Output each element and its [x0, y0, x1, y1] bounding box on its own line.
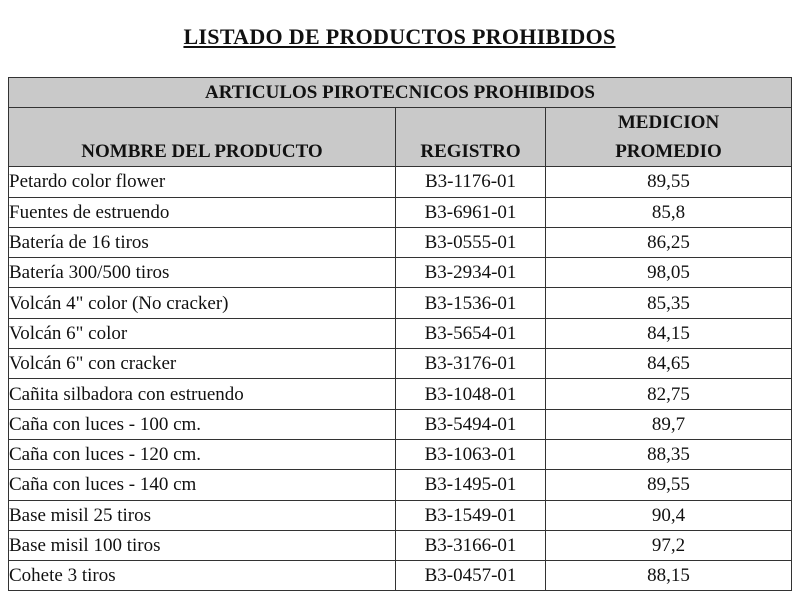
prohibited-products-table — [8, 77, 792, 591]
registro-cell: B3-5654-01 — [396, 318, 546, 348]
column-header-medicion-line2: PROMEDIO — [615, 141, 722, 163]
medicion-cell: 85,35 — [546, 288, 792, 318]
registro-cell: B3-0457-01 — [396, 561, 546, 591]
table-row — [9, 349, 792, 379]
registro-cell: B3-3176-01 — [396, 349, 546, 379]
medicion-cell: 97,2 — [546, 530, 792, 560]
table-row — [9, 197, 792, 227]
document-title: LISTADO DE PRODUCTOS PROHIBIDOS — [183, 24, 616, 49]
table-row — [9, 500, 792, 530]
medicion-cell: 84,15 — [546, 318, 792, 348]
table-row — [9, 439, 792, 469]
registro-cell: B3-1495-01 — [396, 470, 546, 500]
table-header-row — [9, 108, 792, 167]
product-name-cell: Batería 300/500 tiros — [9, 258, 396, 288]
registro-cell: B3-1176-01 — [396, 167, 546, 197]
product-name-cell: Volcán 4" color (No cracker) — [9, 288, 396, 318]
table-row — [9, 258, 792, 288]
registro-cell: B3-1549-01 — [396, 500, 546, 530]
table-row — [9, 227, 792, 257]
product-name-cell: Fuentes de estruendo — [9, 197, 396, 227]
table-row — [9, 288, 792, 318]
table-banner: ARTICULOS PIROTECNICOS PROHIBIDOS — [9, 78, 792, 108]
table-row — [9, 530, 792, 560]
product-name-cell: Batería de 16 tiros — [9, 227, 396, 257]
medicion-cell: 89,55 — [546, 167, 792, 197]
registro-cell: B3-1063-01 — [396, 439, 546, 469]
registro-cell: B3-0555-01 — [396, 227, 546, 257]
product-name-cell: Caña con luces - 140 cm — [9, 470, 396, 500]
table-row — [9, 379, 792, 409]
table-body — [9, 167, 792, 591]
registro-cell: B3-6961-01 — [396, 197, 546, 227]
medicion-cell: 85,8 — [546, 197, 792, 227]
product-name-cell: Volcán 6" con cracker — [9, 349, 396, 379]
medicion-cell: 86,25 — [546, 227, 792, 257]
table-row — [9, 470, 792, 500]
product-name-cell: Caña con luces - 100 cm. — [9, 409, 396, 439]
column-header-name: NOMBRE DEL PRODUCTO — [9, 108, 396, 167]
medicion-cell: 88,35 — [546, 439, 792, 469]
table-row — [9, 318, 792, 348]
medicion-cell: 88,15 — [546, 561, 792, 591]
registro-cell: B3-5494-01 — [396, 409, 546, 439]
product-name-cell: Base misil 25 tiros — [9, 500, 396, 530]
product-name-cell: Volcán 6" color — [9, 318, 396, 348]
product-name-cell: Base misil 100 tiros — [9, 530, 396, 560]
column-header-medicion — [546, 108, 792, 167]
medicion-cell: 98,05 — [546, 258, 792, 288]
table-row — [9, 561, 792, 591]
table-row — [9, 409, 792, 439]
medicion-cell: 82,75 — [546, 379, 792, 409]
medicion-cell: 84,65 — [546, 349, 792, 379]
registro-cell: B3-3166-01 — [396, 530, 546, 560]
registro-cell: B3-1536-01 — [396, 288, 546, 318]
medicion-cell: 90,4 — [546, 500, 792, 530]
registro-cell: B3-1048-01 — [396, 379, 546, 409]
column-header-medicion-line1: MEDICION — [617, 112, 720, 134]
product-name-cell: Caña con luces - 120 cm. — [9, 439, 396, 469]
table-row — [9, 167, 792, 197]
column-header-registro: REGISTRO — [396, 108, 546, 167]
medicion-cell: 89,7 — [546, 409, 792, 439]
product-name-cell: Cañita silbadora con estruendo — [9, 379, 396, 409]
product-name-cell: Petardo color flower — [9, 167, 396, 197]
medicion-cell: 89,55 — [546, 470, 792, 500]
registro-cell: B3-2934-01 — [396, 258, 546, 288]
product-name-cell: Cohete 3 tiros — [9, 561, 396, 591]
table-banner-row — [9, 78, 792, 108]
